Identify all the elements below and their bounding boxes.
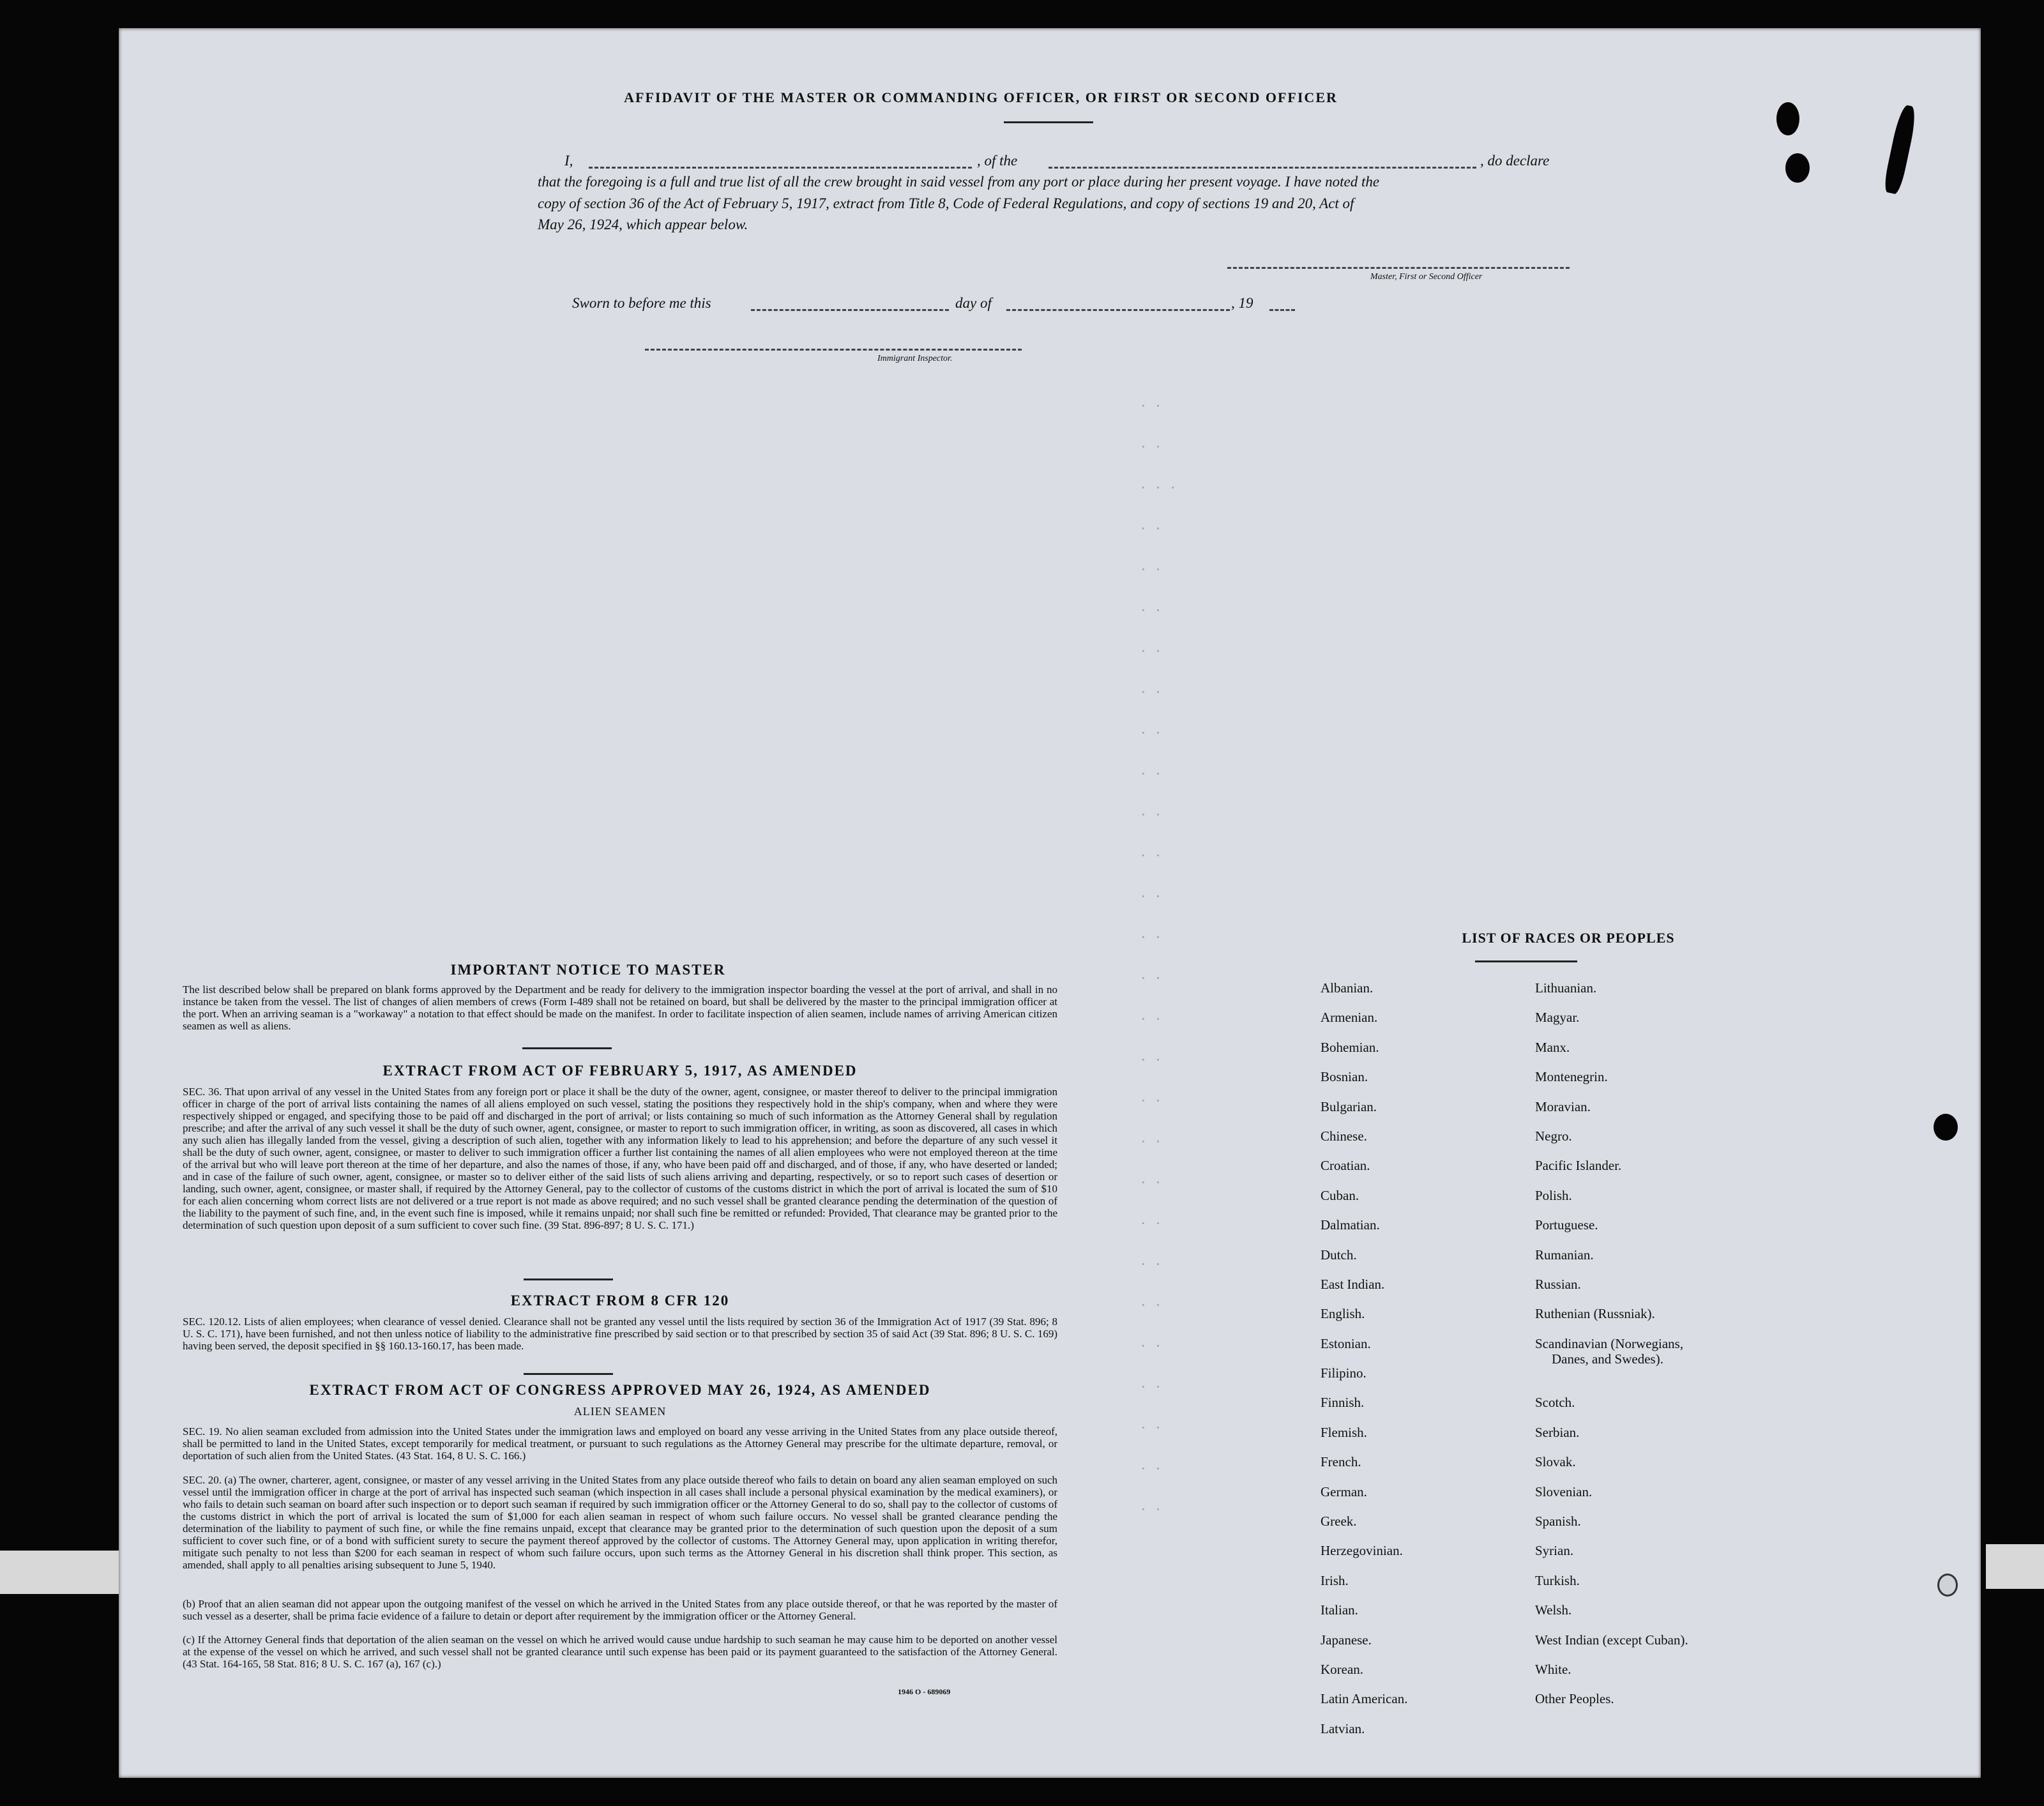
race-item: Magyar.	[1535, 1010, 1580, 1026]
affidavit-line-3: copy of section 36 of the Act of February 5, 1917, extract from Title 8, Code of Federal Regulations, and copy of sections 19 and 20, Act of	[538, 195, 1354, 211]
sec20c-text: (c) If the Attorney General finds that deportation of the alien seaman on the vessel on which he arrived would cause undue hardship to such seaman he may cause him to be deported on another vessel at the expense of the vessel on which he arrived, and such vessel shall not be granted clearance until such expense has been paid or its payment guaranteed to the satisfaction of the Attorney General. (43 Stat. 164-165, 58 Stat. 816; 8 U. S. C. 167 (a), 167 (c).)	[183, 1634, 1057, 1670]
binding-clip-left	[0, 1551, 119, 1594]
punch-hole-ring	[1937, 1574, 1958, 1597]
notice-heading: IMPORTANT NOTICE TO MASTER	[450, 962, 726, 978]
heading-rule	[1004, 121, 1093, 123]
extract-1917-text: SEC. 36. That upon arrival of any vessel in the United States from any foreign port or place it shall be the duty of the owner, agent, consignee, or master thereof to deliver to the principal immigration officer in charge of the port of arrival lists containing the names of all aliens employed on such vessel, stating the positions they respectively hold in the ship's company, when and where they were respectively shipped or engaged, and specifying those to be paid off and discharged in the port of arrival; or lists containing so much of such information as the Attorney General shall by regulation prescribe; and after the arrival of any such vessel it shall be the duty of such owner, agent, consignee, or master to report to such immigration officer, in writing, as soon as discovered, all cases in which any such alien has illegally landed from the vessel, giving a description of such alien, together with any information likely to lead to his apprehension; and before the departure of any such vessel it shall be the duty of such owner, agent, consignee, or master to deliver to such immigration officer a further list containing the names of all alien employees who were not employed thereon at the time of the arrival but who will leave port thereon at the time of her departure, and also the names of those, if any, who have been paid off and discharged, and of those, if any, who have deserted or landed; and in case of the failure of such owner, agent, consignee, or master so to deliver either of the said lists of such aliens arriving and departing, respectively, or so to report such cases of desertion or landing, such owner, agent, consignee, or master shall, if required by the Attorney General, pay to the collector of customs of the customs district in which the port of arrival is located the sum of $10 for each alien concerning whom correct lists are not delivered or a true report is not made as above required; and no such vessel shall be granted clearance pending the determination of the question of the liability to the payment of such fine, and, in the event such fine is imposed, while it remains unpaid; nor shall such fine be remitted or refunded: Provided, That clearance may be granted prior to the determination of such question upon deposit of a sum sufficient to cover such fine. (39 Stat. 896-897; 8 U. S. C. 171.)	[183, 1086, 1057, 1231]
document-page	[119, 28, 1981, 1778]
race-item: Scotch.	[1535, 1395, 1575, 1411]
ink-blot	[1882, 104, 1918, 195]
notice-rule	[522, 1047, 612, 1049]
races-left-column	[1321, 973, 1407, 1743]
race-item: Japanese.	[1321, 1632, 1372, 1648]
race-item: Syrian.	[1535, 1543, 1574, 1559]
print-code: 1946 O - 689069	[898, 1687, 951, 1696]
vessel-blank	[1048, 167, 1476, 169]
race-item: Other Peoples.	[1535, 1691, 1614, 1707]
race-item: English.	[1321, 1306, 1365, 1322]
race-item: Albanian.	[1321, 980, 1374, 996]
extract-1924-heading: EXTRACT FROM ACT OF CONGRESS APPROVED MAY 26, 1924, AS AMENDED	[309, 1382, 931, 1398]
race-item: Turkish.	[1535, 1572, 1580, 1588]
bleed-through-dots: · · · · · · · · · · · · · · · · · · · · · · · · · · · · · · · · · · · · · · · · · · · · · · · · · · · · · · · · ·	[1140, 397, 1178, 1519]
affidavit-heading: AFFIDAVIT OF THE MASTER OR COMMANDING OFFICER, OR FIRST OR SECOND OFFICER	[624, 89, 1338, 105]
signature-caption: Master, First or Second Officer	[1370, 272, 1483, 282]
races-right-column	[1535, 973, 1688, 1714]
race-item: Irish.	[1321, 1572, 1349, 1588]
race-item: Croatian.	[1321, 1158, 1370, 1174]
extract-1917-heading: EXTRACT FROM ACT OF FEBRUARY 5, 1917, AS AMENDED	[382, 1063, 858, 1079]
race-item: German.	[1321, 1484, 1367, 1499]
race-item: French.	[1321, 1454, 1361, 1470]
race-item: East Indian.	[1321, 1276, 1385, 1292]
race-item: Dutch.	[1321, 1247, 1357, 1263]
race-item: Rumanian.	[1535, 1247, 1594, 1263]
extract-cfr-text: SEC. 120.12. Lists of alien employees; when clearance of vessel denied. Clearance shall not be granted any vessel until the lists required by section 36 of the Immigration Act of 1917 (39 Stat. 896; 8 U. S. C. 171), have been furnished, and not then unless notice of liability to the administrative fine prescribed by said section or to that prescribed by section 35 of said Act (39 Stat. 896; 8 U. S. C. 169) having been served, the deposit specified in §§ 160.13-160.17, has been made.	[183, 1316, 1057, 1352]
race-item: Italian.	[1321, 1602, 1358, 1618]
extract-cfr-heading: EXTRACT FROM 8 CFR 120	[510, 1293, 730, 1309]
race-item: Welsh.	[1535, 1602, 1572, 1618]
signature-line	[1227, 267, 1570, 269]
sworn-day-blank	[751, 309, 949, 311]
sec20b-text: (b) Proof that an alien seaman did not appear upon the outgoing manifest of the vessel on which he arrived in the United States from any place outside thereof, or that he was reported by the master of such vessel as a deserter, shall be prima facie evidence of a failure to detain or deport after requirement by the immigration officer or the Attorney General.	[183, 1598, 1057, 1622]
race-item: Herzegovinian.	[1321, 1543, 1403, 1559]
race-item: Scandinavian (Norwegians,	[1535, 1335, 1684, 1351]
race-item: Negro.	[1535, 1128, 1572, 1144]
race-item: Flemish.	[1321, 1424, 1367, 1440]
sworn-day-label: day of	[955, 295, 992, 311]
punch-hole	[1934, 1114, 1958, 1141]
ink-blot	[1776, 102, 1799, 135]
race-item: Estonian.	[1321, 1335, 1371, 1351]
notice-text: The list described below shall be prepared on blank forms approved by the Department and be ready for delivery to the immigration inspector boarding the vessel at the port of arrival, and shall in no instance be taken from the vessel. The list of changes of alien members of crews (Form I-489 shall not be retained on board, but shall be delivered by the master to the principal immigration officer at the port. When an arriving seaman is a "workaway" a notation to that effect should be made on the manifest. In order to facilitate inspection of alien seamen, include names of arriving American citizen seamen as well as aliens.	[183, 983, 1057, 1032]
binding-clip-right	[1986, 1544, 2044, 1589]
race-item: Korean.	[1321, 1661, 1364, 1677]
races-heading: LIST OF RACES OR PEOPLES	[1462, 930, 1675, 946]
race-item: Pacific Islander.	[1535, 1158, 1622, 1174]
races-rule	[1475, 960, 1577, 962]
race-item: Bohemian.	[1321, 1039, 1379, 1055]
race-item: Russian.	[1535, 1276, 1581, 1292]
inspector-signature-line	[645, 349, 1022, 351]
affidavit-line-4: May 26, 1924, which appear below.	[538, 216, 748, 232]
race-item: Spanish.	[1535, 1514, 1581, 1529]
race-item: Dalmatian.	[1321, 1217, 1380, 1233]
race-item: Ruthenian (Russniak).	[1535, 1306, 1655, 1322]
race-item: Polish.	[1535, 1187, 1572, 1203]
race-item: Moravian.	[1535, 1098, 1591, 1114]
race-item: Armenian.	[1321, 1010, 1378, 1026]
race-item: Serbian.	[1535, 1424, 1580, 1440]
race-item: West Indian (except Cuban).	[1535, 1632, 1688, 1648]
race-item: Chinese.	[1321, 1128, 1367, 1144]
race-item: Latvian.	[1321, 1720, 1365, 1736]
race-item: Slovenian.	[1535, 1484, 1593, 1499]
race-item: Slovak.	[1535, 1454, 1576, 1470]
alien-seamen-subheading: ALIEN SEAMEN	[573, 1405, 667, 1418]
affidavit-declare-label: , do declare	[1480, 153, 1550, 169]
sworn-year-label: , 19	[1231, 295, 1253, 311]
race-item: Manx.	[1535, 1039, 1570, 1055]
inspector-caption: Immigrant Inspector.	[877, 354, 953, 363]
sec19-text: SEC. 19. No alien seaman excluded from admission into the United States under the immigration laws and employed on board any vesse arriving in the United States from any place outside thereof, shall be permitted to land in the United States, except temporarily for medical treatment, or pursuant to such regulations as the Attorney General may prescribe for the ultimate departure, removal, or deportation of such alien from the United States. (43 Stat. 164, 8 U. S. C. 166.)	[183, 1425, 1057, 1462]
race-item: Montenegrin.	[1535, 1069, 1608, 1085]
race-item: Portuguese.	[1535, 1217, 1598, 1233]
race-item: Bulgarian.	[1321, 1098, 1377, 1114]
race-item: White.	[1535, 1662, 1571, 1677]
sworn-month-blank	[1006, 309, 1230, 311]
race-item: Danes, and Swedes).	[1552, 1351, 1663, 1367]
race-item: Bosnian.	[1321, 1069, 1368, 1085]
sec20a-text: SEC. 20. (a) The owner, charterer, agent, consignee, or master of any vessel arriving in the United States from any place outside thereof who fails to detain on board any alien seaman employed on such vessel until the immigration officer in charge at the port of arrival has inspected such seaman (which inspection in all cases shall include a personal physical examination by the medical examiners), or who fails to detain such seaman on board after such inspection or to deport such seaman if required by such immigration officer or the Attorney General to do so, shall pay to the collector of customs of the customs district in which the port of arrival is located the sum of $1,000 for each alien seaman in respect of whom such failure occurs. No vessel shall be granted clearance pending the determination of the liability to payment of such fine, or while the fine remains unpaid, except that clearance may be granted prior to the determination of such question upon the deposit of a sum sufficient to cover such fine, or of a bond with sufficient surety to secure the payment thereof approved by the collector of customs. The Attorney General may, upon application in writing therefor, mitigate such penalty to not less than $200 for each seaman in respect of whom such failure occurs, upon such terms as the Attorney General in his discretion shall think proper. This section, as amended, shall apply to all penalties arising subsequent to June 5, 1940.	[183, 1474, 1057, 1571]
extract-1917-rule	[524, 1279, 613, 1280]
race-item: Greek.	[1321, 1514, 1357, 1529]
race-item: Finnish.	[1321, 1395, 1365, 1411]
ink-blot	[1785, 153, 1810, 183]
race-item: Lithuanian.	[1535, 980, 1597, 996]
race-item: Filipino.	[1321, 1365, 1366, 1381]
sworn-year-blank	[1269, 309, 1295, 311]
extract-cfr-rule	[524, 1373, 613, 1375]
affidavit-i-label: I,	[564, 153, 573, 169]
affidavit-of-the-label: , of the	[977, 153, 1018, 169]
race-item: Cuban.	[1321, 1187, 1359, 1203]
affidavit-line-2: that the foregoing is a full and true list of all the crew brought in said vessel from any port or place during her present voyage. I have noted the	[538, 174, 1380, 190]
sworn-prefix: Sworn to before me this	[572, 295, 711, 311]
race-item: Latin American.	[1321, 1691, 1408, 1707]
name-blank	[589, 167, 972, 169]
